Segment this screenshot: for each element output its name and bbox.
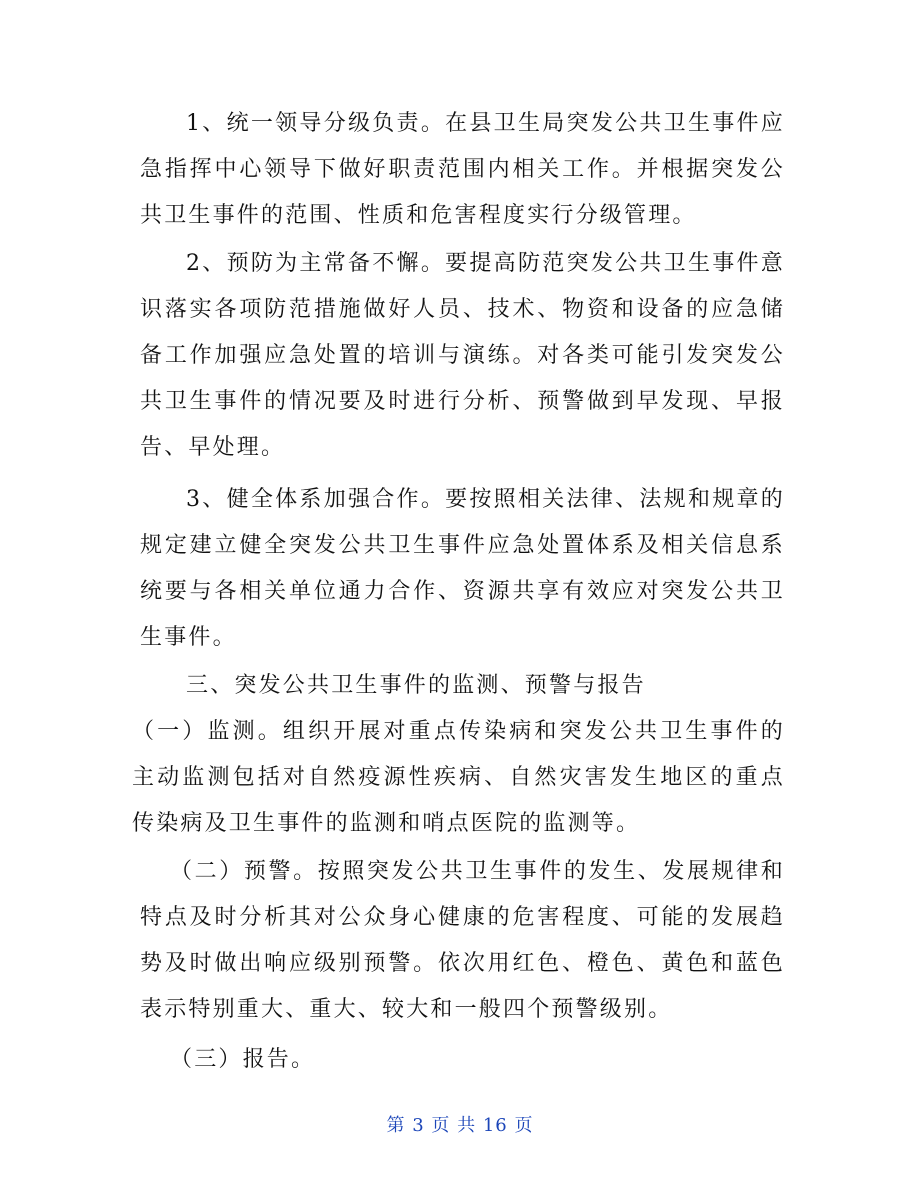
section-heading-monitoring: 三、突发公共卫生事件的监测、预警与报告 [186,673,646,698]
page-number-text: 第 3 页 共 16 页 [386,1115,534,1136]
paragraph-principle-2: 2、预防为主常备不懈。要提高防范突发公共卫生事件意识落实各项防范措施做好人员、技术、物资和设备的应急储备工作加强应急处置的培训与演练。对各类可能引发突发公共卫生事件的情况要及时进行分析、预警做到早发现、早报告、早处理。 [140,251,785,460]
paragraph-principle-3: 3、健全体系加强合作。要按照相关法律、法规和规章的规定建立健全突发公共卫生事件应急处置体系及相关信息系统要与各相关单位通力合作、资源共享有效应对突发公共卫生事件。 [140,487,785,650]
paragraph-report: （三）报告。 [170,1047,316,1072]
page-number-footer [0,1111,920,1137]
paragraph-monitoring: （一）监测。组织开展对重点传染病和突发公共卫生事件的主动监测包括对自然疫源性疾病、自然灾害发生地区的重点传染病及卫生事件的监测和哨点医院的监测等。 [132,719,785,836]
paragraph-warning: （二）预警。按照突发公共卫生事件的发生、发展规律和特点及时分析其对公众身心健康的危害程度、可能的发展趋势及时做出响应级别预警。依次用红色、橙色、黄色和蓝色表示特别重大、重大、较大和一般四个预警级别。 [140,859,785,1022]
paragraph-principle-1: 1、统一领导分级负责。在县卫生局突发公共卫生事件应急指挥中心领导下做好职责范围内相关工作。并根据突发公共卫生事件的范围、性质和危害程度实行分级管理。 [140,111,785,228]
